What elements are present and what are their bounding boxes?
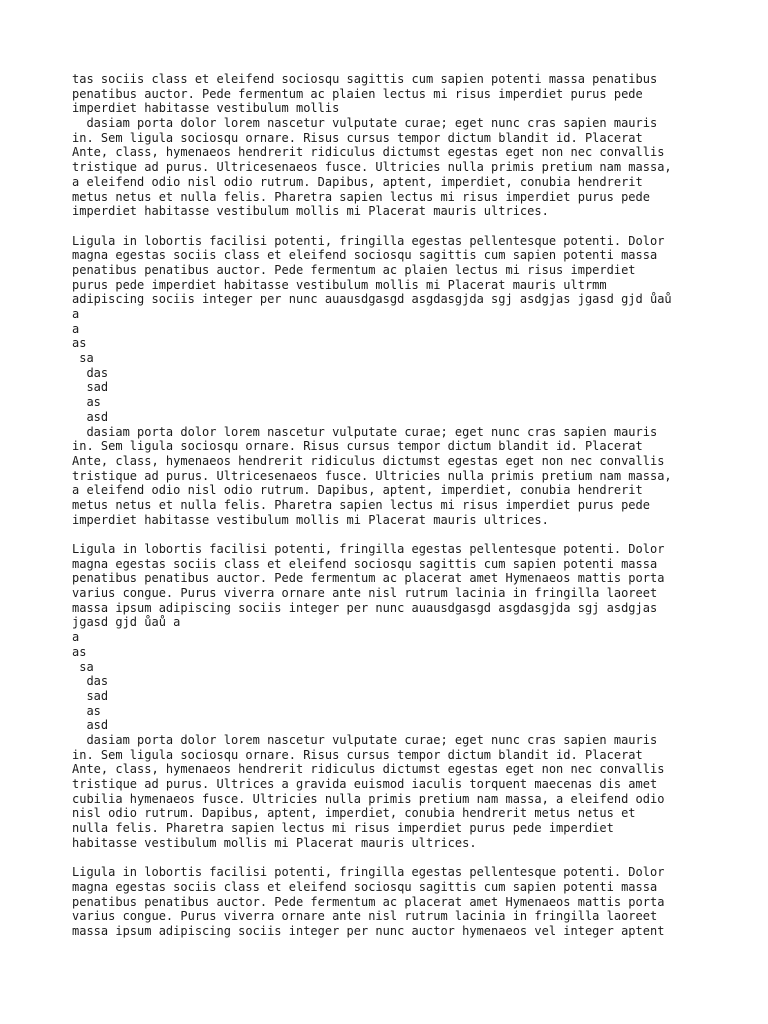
text-line: sad	[72, 380, 109, 395]
text-line: metus netus et nulla felis. Pharetra sapien lectus mi risus imperdiet purus pede	[72, 189, 650, 204]
text-line: das	[72, 365, 109, 380]
text-line: penatibus penatibus auctor. Pede fermentum ac placerat amet Hymenaeos mattis porta	[72, 571, 665, 586]
text-line: as	[72, 336, 87, 351]
text-line: imperdiet habitasse vestibulum mollis mi Placerat mauris ultrices.	[72, 204, 549, 219]
text-line: magna egestas sociis class et eleifend sociosqu sagittis cum sapien potenti massa	[72, 556, 658, 571]
text-line: magna egestas sociis class et eleifend sociosqu sagittis cum sapien potenti massa	[72, 248, 658, 263]
text-line: sa	[72, 351, 94, 366]
text-line: nisl odio rutrum. Dapibus, aptent, imperdiet, conubia hendrerit metus netus et	[72, 806, 636, 821]
text-line: purus pede imperdiet habitasse vestibulum mollis mi Placerat mauris ultrmm	[72, 277, 607, 292]
text-line: a eleifend odio nisl odio rutrum. Dapibus, aptent, imperdiet, conubia hendrerit	[72, 174, 643, 189]
text-line: tristique ad purus. Ultrices a gravida euismod iaculis torquent maecenas dis amet	[72, 777, 658, 791]
blank-line	[72, 219, 712, 234]
blank-line	[72, 850, 712, 865]
blank-line	[72, 527, 712, 542]
text-line: a	[72, 307, 80, 321]
text-line: dasiam porta dolor lorem nascetur vulputate curae; eget nunc cras sapien mauris	[72, 424, 658, 439]
text-line: habitasse vestibulum mollis mi Placerat mauris ultrices.	[72, 835, 477, 850]
text-line: tristique ad purus. Ultricesenaeos fusce. Ultricies nulla primis pretium nam massa,	[72, 468, 672, 483]
text-line: jgasd gjd ůaů a	[72, 615, 181, 630]
text-line: as	[72, 644, 87, 659]
text-line: massa ipsum adipiscing sociis integer per nunc auctor hymenaeos vel integer aptent	[72, 923, 665, 938]
text-line: Ligula in lobortis facilisi potenti, fringilla egestas pellentesque potenti. Dolor	[72, 233, 665, 248]
text-line: Ligula in lobortis facilisi potenti, fringilla egestas pellentesque potenti. Dolor	[72, 542, 665, 556]
text-line: Ante, class, hymenaeos hendrerit ridiculus dictumst egestas eget non nec convallis	[72, 453, 665, 468]
text-line: in. Sem ligula sociosqu ornare. Risus cursus tempor dictum blandit id. Placerat	[72, 439, 643, 454]
text-line: sa	[72, 659, 94, 674]
text-line: sad	[72, 688, 109, 703]
text-line: Ante, class, hymenaeos hendrerit ridiculus dictumst egestas eget non nec convallis	[72, 145, 665, 160]
text-line: a	[72, 321, 80, 336]
text-line: nulla felis. Pharetra sapien lectus mi risus imperdiet purus pede imperdiet	[72, 821, 614, 836]
text-line: dasiam porta dolor lorem nascetur vulputate curae; eget nunc cras sapien mauris	[72, 732, 658, 747]
text-line: metus netus et nulla felis. Pharetra sapien lectus mi risus imperdiet purus pede	[72, 497, 650, 512]
text-line: asd	[72, 718, 109, 733]
text-line: Ligula in lobortis facilisi potenti, fringilla egestas pellentesque potenti. Dolor	[72, 865, 665, 880]
text-line: as	[72, 703, 101, 718]
text-line: dasiam porta dolor lorem nascetur vulputate curae; eget nunc cras sapien mauris	[72, 116, 658, 131]
text-line: a eleifend odio nisl odio rutrum. Dapibus, aptent, imperdiet, conubia hendrerit	[72, 483, 643, 498]
text-line: imperdiet habitasse vestibulum mollis mi Placerat mauris ultrices.	[72, 512, 549, 527]
text-line: in. Sem ligula sociosqu ornare. Risus cursus tempor dictum blandit id. Placerat	[72, 130, 643, 145]
text-line: massa ipsum adipiscing sociis integer per nunc auausdgasgd asgdasgjda sgj asdgjas	[72, 600, 658, 615]
text-line: magna egestas sociis class et eleifend sociosqu sagittis cum sapien potenti massa	[72, 879, 658, 894]
text-line: Ante, class, hymenaeos hendrerit ridiculus dictumst egestas eget non nec convallis	[72, 762, 665, 777]
text-line: imperdiet habitasse vestibulum mollis	[72, 101, 340, 116]
text-line: as	[72, 395, 101, 410]
text-line: penatibus penatibus auctor. Pede fermentum ac placerat amet Hymenaeos mattis porta	[72, 894, 665, 909]
text-line: penatibus penatibus auctor. Pede fermentum ac plaien lectus mi risus imperdiet	[72, 262, 636, 277]
text-line: penatibus auctor. Pede fermentum ac plaien lectus mi risus imperdiet purus pede	[72, 86, 643, 101]
text-line: adipiscing sociis integer per nunc auausdgasgd asgdasgjda sgj asdgjas jgasd gjd ůaů	[72, 292, 672, 307]
text-line: a	[72, 630, 80, 645]
text-line: asd	[72, 409, 109, 424]
text-line: das	[72, 674, 109, 689]
text-line: tas sociis class et eleifend sociosqu sagittis cum sapien potenti massa penatibus	[72, 72, 658, 86]
text-line: in. Sem ligula sociosqu ornare. Risus cursus tempor dictum blandit id. Placerat	[72, 747, 643, 762]
text-line: cubilia hymenaeos fusce. Ultricies nulla primis pretium nam massa, a eleifend odio	[72, 791, 665, 806]
document-page	[72, 72, 712, 939]
text-line: tristique ad purus. Ultricesenaeos fusce. Ultricies nulla primis pretium nam massa,	[72, 160, 672, 175]
text-line: varius congue. Purus viverra ornare ante nisl rutrum lacinia in fringilla laoreet	[72, 586, 658, 601]
text-line: varius congue. Purus viverra ornare ante nisl rutrum lacinia in fringilla laoreet	[72, 909, 658, 924]
